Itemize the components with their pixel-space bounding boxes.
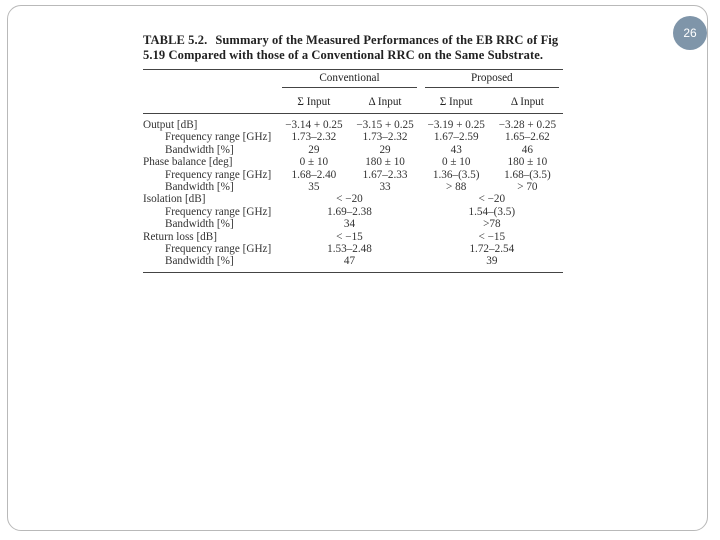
table-cell: > 88: [446, 181, 467, 194]
row-label: Frequency range [GHz]: [165, 243, 272, 256]
row-label: Return loss [dB]: [143, 230, 217, 243]
table-cell: 1.72–2.54: [469, 243, 515, 256]
table-cell: −3.15 + 0.25: [356, 119, 414, 131]
table-row: [143, 255, 563, 272]
row-label: Bandwidth [%]: [165, 255, 234, 268]
table-cell: < −15: [478, 230, 506, 243]
table-cell: 29: [379, 143, 391, 156]
page-number-badge: 26: [673, 16, 707, 50]
table-cell: 1.68–(3.5): [504, 168, 551, 181]
row-label: Frequency range [GHz]: [165, 205, 272, 218]
group-header-conventional: Conventional: [278, 70, 420, 91]
table-cell: 180 ± 10: [507, 156, 548, 169]
column-header: Σ Input: [439, 95, 473, 108]
table-cell: 1.69–2.38: [327, 205, 372, 218]
row-label: Bandwidth [%]: [165, 143, 234, 156]
table-row: [143, 131, 563, 143]
row-label: Frequency range [GHz]: [165, 131, 272, 144]
table-row: [143, 243, 563, 255]
table-cell: >78: [483, 218, 501, 231]
table-row: [143, 206, 563, 218]
table-cell: > 70: [517, 181, 538, 194]
table-cell: 35: [308, 181, 320, 194]
table-row: [143, 193, 563, 205]
table-row: [143, 156, 563, 168]
table-cell: 29: [308, 143, 320, 156]
table-cell: 47: [343, 255, 356, 268]
table-cell: 0 ± 10: [441, 156, 471, 169]
row-label: Phase balance [deg]: [143, 156, 233, 169]
table-number: TABLE 5.2.: [143, 33, 208, 47]
performance-table: [143, 69, 563, 273]
table-row: [143, 231, 563, 243]
column-header: Δ Input: [368, 95, 402, 108]
table-row: [143, 181, 563, 193]
table-cell: < −20: [478, 193, 506, 206]
table-title: Summary of the Measured Performances of the EB RRC of Fig 5.19 Compared with those of a Conventional RRC on the Same Substrate.: [143, 33, 559, 62]
table-block: [143, 33, 563, 273]
header-spacer: [143, 70, 278, 91]
table-row: [143, 218, 563, 230]
table-cell: 1.65–2.62: [505, 131, 550, 144]
group-header-proposed: Proposed: [421, 70, 563, 91]
table-cell: 34: [343, 218, 356, 231]
column-header: Σ Input: [297, 95, 331, 108]
table-cell: 1.67–2.59: [433, 131, 479, 144]
table-row: [143, 169, 563, 181]
row-label: Bandwidth [%]: [165, 218, 234, 231]
row-label: Frequency range [GHz]: [165, 168, 272, 181]
table-cell: 0 ± 10: [299, 156, 329, 169]
table-cell: 1.67–2.33: [362, 168, 408, 181]
table-cell: −3.14 + 0.25: [285, 119, 343, 131]
table-cell: < −15: [336, 230, 363, 243]
header-spacer: [143, 90, 278, 114]
table-cell: 1.36–(3.5): [432, 168, 480, 181]
table-row: [143, 144, 563, 156]
table-cell: −3.28 + 0.25: [498, 119, 557, 131]
row-label: Bandwidth [%]: [165, 181, 234, 194]
row-label: Output [dB]: [143, 119, 198, 131]
table-cell: 1.73–2.32: [291, 131, 337, 144]
table-cell: 46: [521, 143, 533, 156]
table-caption: [143, 33, 563, 63]
table-cell: 39: [486, 255, 498, 268]
row-label: Isolation [dB]: [143, 193, 206, 206]
table-cell: < −20: [336, 193, 363, 206]
column-header: Δ Input: [510, 95, 544, 108]
table-cell: 33: [379, 181, 391, 194]
table-cell: 1.73–2.32: [362, 131, 408, 144]
table-row: [143, 114, 563, 132]
table-cell: 1.68–2.40: [291, 168, 337, 181]
table-cell: −3.19 + 0.25: [427, 119, 485, 131]
table-cell: 1.53–2.48: [327, 243, 372, 256]
table-cell: 180 ± 10: [365, 156, 405, 169]
table-cell: 43: [450, 143, 462, 156]
table-cell: 1.54–(3.5): [468, 205, 516, 218]
